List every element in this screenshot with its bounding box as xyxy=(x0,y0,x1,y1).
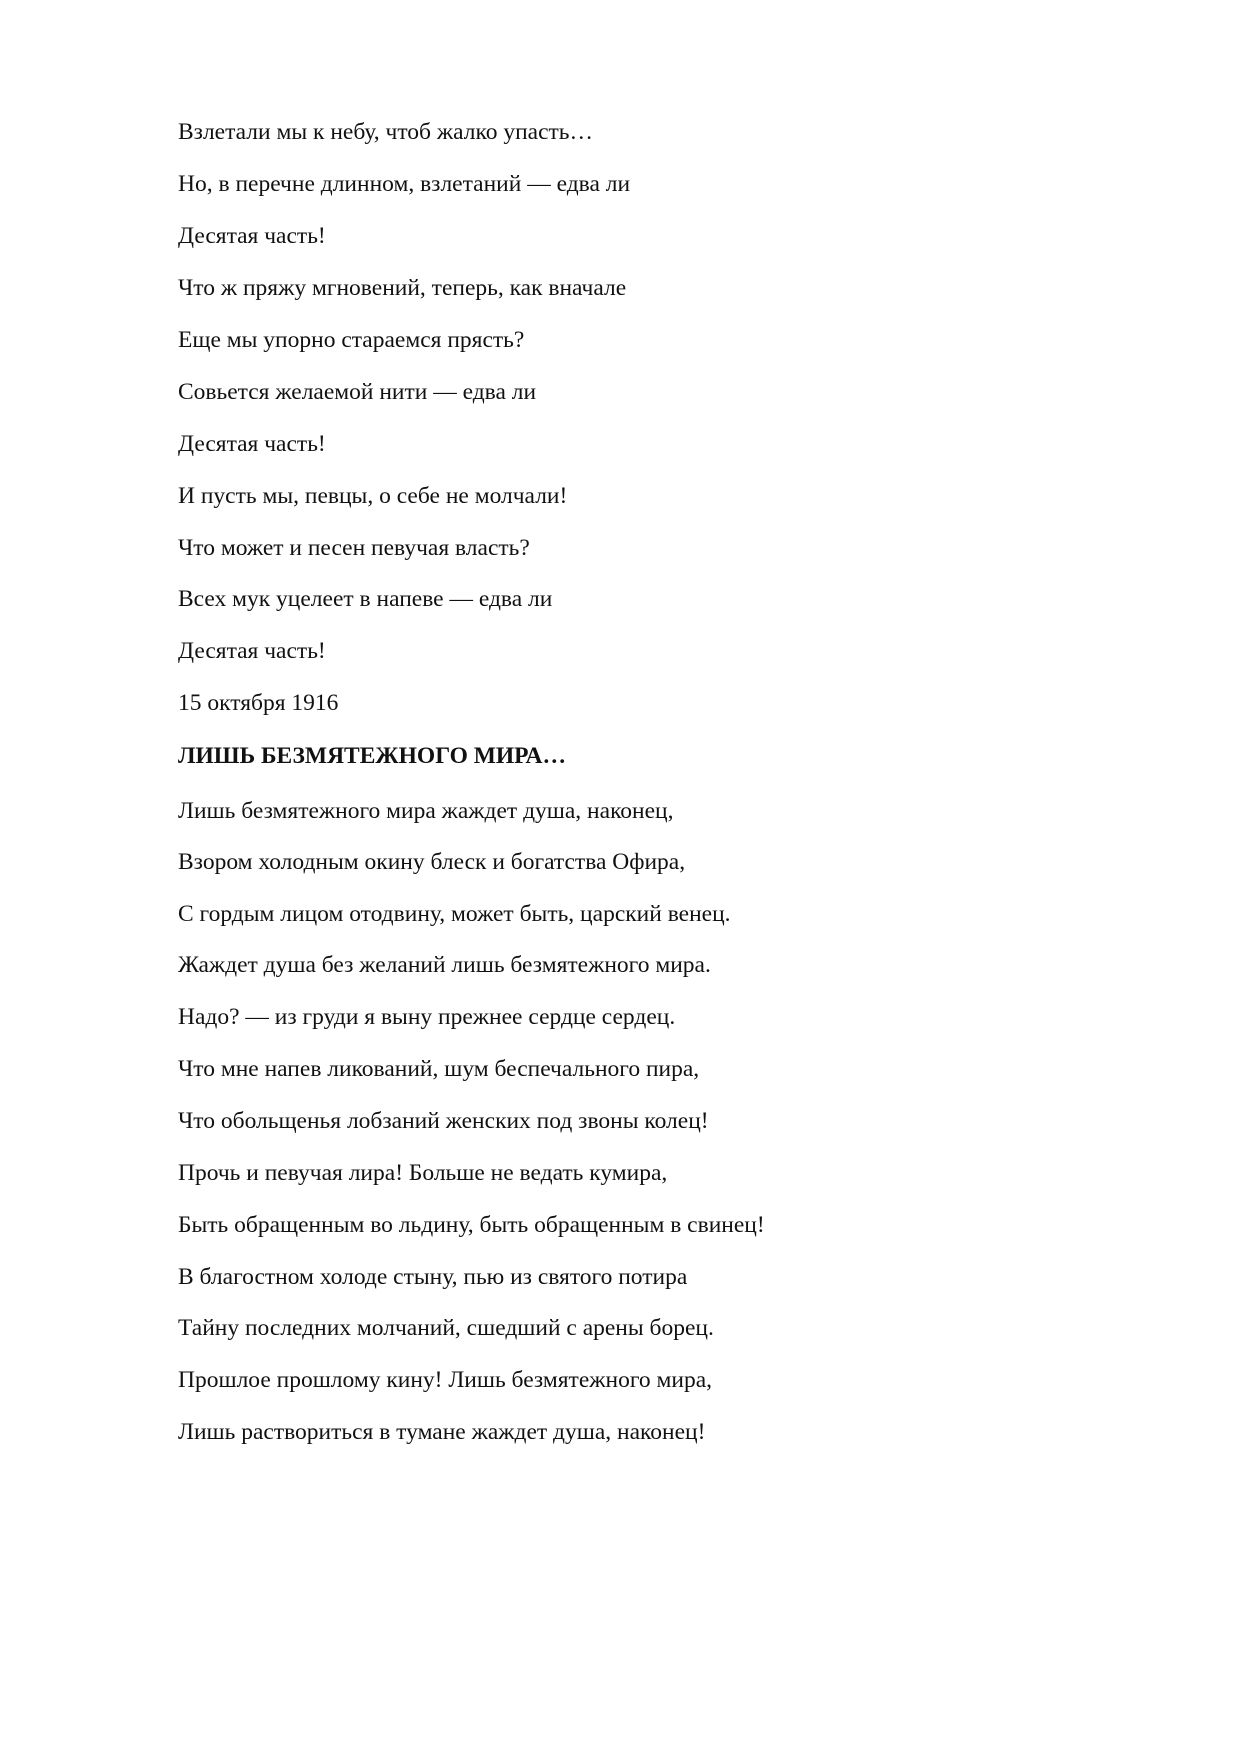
poem-line: Надо? — из груди я выну прежнее сердце сердец. xyxy=(178,1004,676,1030)
poem-line: Лишь безмятежного мира жаждет душа, наконец, xyxy=(178,798,674,824)
poem-line: Совьется желаемой нити — едва ли xyxy=(178,379,537,405)
poem-line: Лишь раствориться в тумане жаждет душа, наконец! xyxy=(178,1419,706,1445)
poem-line: Прочь и певучая лира! Больше не ведать кумира, xyxy=(178,1160,668,1186)
poem-line: Что мне напев ликований, шум беспечального пира, xyxy=(178,1056,700,1082)
poem-line: Десятая часть! xyxy=(178,638,326,664)
poem-line: Быть обращенным во льдину, быть обращенным в свинец! xyxy=(178,1212,765,1238)
poem-line: Что может и песен певучая власть? xyxy=(178,535,530,561)
poem-line: Тайну последних молчаний, сшедший с арены борец. xyxy=(178,1315,714,1341)
poem-line: Взором холодным окину блеск и богатства Офира, xyxy=(178,849,686,875)
poem-line: Что ж пряжу мгновений, теперь, как вначале xyxy=(178,275,627,301)
poem-line: Взлетали мы к небу, чтоб жалко упасть… xyxy=(178,119,594,145)
poem-line: Но, в перечне длинном, взлетаний — едва ли xyxy=(178,171,631,197)
poem-line: С гордым лицом отодвину, может быть, царский венец. xyxy=(178,901,731,927)
poem-line: Всех мук уцелеет в напеве — едва ли xyxy=(178,586,553,612)
poem-line: Десятая часть! xyxy=(178,431,326,457)
poem-line: Десятая часть! xyxy=(178,223,326,249)
poem-line: И пусть мы, певцы, о себе не молчали! xyxy=(178,483,568,509)
poem-line: Жаждет душа без желаний лишь безмятежного мира. xyxy=(178,952,711,978)
poem-line: Еще мы упорно стараемся прясть? xyxy=(178,327,525,353)
poem-title: ЛИШЬ БЕЗМЯТЕЖНОГО МИРА… xyxy=(178,743,567,769)
poem-date: 15 октября 1916 xyxy=(178,690,339,716)
poem-line: В благостном холоде стыну, пью из святого потира xyxy=(178,1264,688,1290)
poem-line: Прошлое прошлому кину! Лишь безмятежного мира, xyxy=(178,1367,712,1393)
poem-line: Что обольщенья лобзаний женских под звоны колец! xyxy=(178,1108,709,1134)
